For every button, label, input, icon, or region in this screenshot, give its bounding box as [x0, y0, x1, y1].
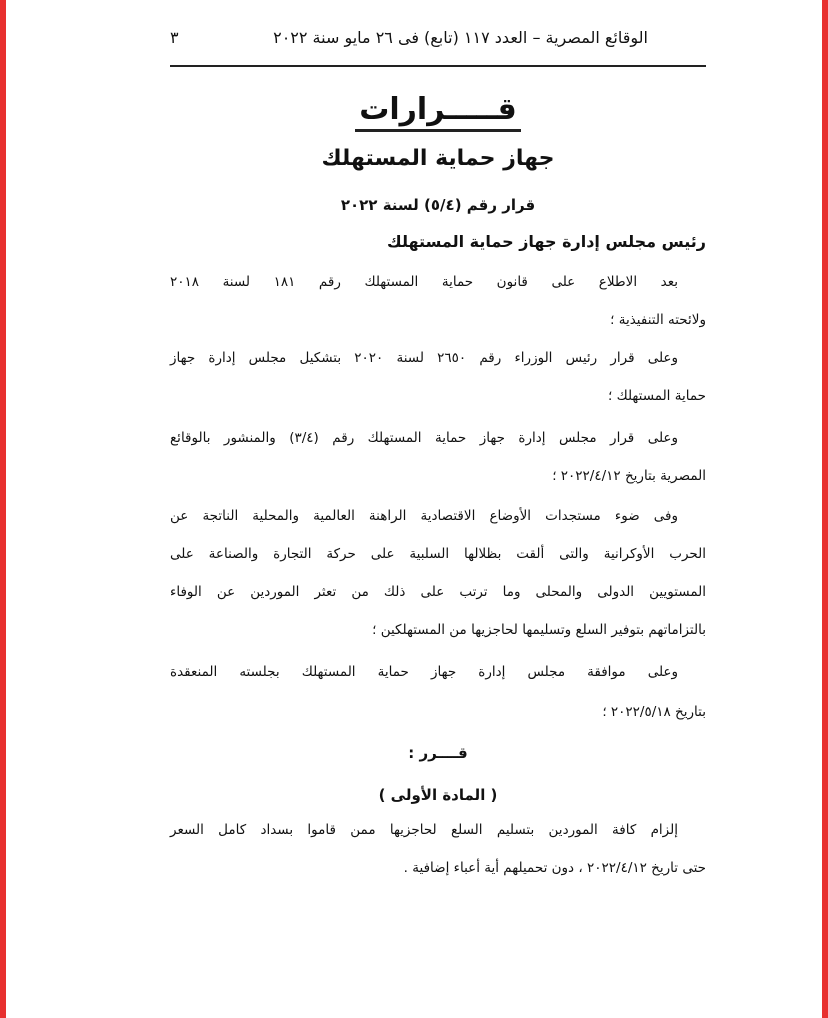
preamble-line: الحرب الأوكرانية والتى ألقت بظلالها السلبية على حركة التجارة والصناعة على	[170, 546, 706, 562]
preamble-line: المستويين الدولى والمحلى وما ترتب على ذلك من تعثر الموردين عن الوفاء	[170, 584, 706, 600]
preamble-line: وعلى قرار مجلس إدارة جهاز حماية المستهلك رقم (٣/٤) والمنشور بالوقائع	[170, 430, 678, 446]
preamble-line: حماية المستهلك ؛	[608, 388, 706, 404]
page-number: ٣	[170, 28, 179, 47]
issuer-heading: رئيس مجلس إدارة جهاز حماية المستهلك	[387, 232, 706, 251]
preamble-line: بتاريخ ٢٠٢٢/٥/١٨ ؛	[602, 704, 706, 720]
header-title: الوقائع المصرية – العدد ١١٧ (تابع) فى ٢٦ مايو سنة ٢٠٢٢	[273, 28, 648, 47]
preamble-line: بعد الاطلاع على قانون حماية المستهلك رقم ١٨١ لسنة ٢٠١٨	[170, 274, 678, 290]
preamble-line: بالتزاماتهم بتوفير السلع وتسليمها لحاجزيها من المستهلكين ؛	[372, 622, 706, 638]
article-line: إلزام كافة الموردين بتسليم السلع لحاجزيها ممن قاموا بسداد كامل السعر	[170, 822, 678, 838]
preamble-line: وعلى قرار رئيس الوزراء رقم ٢٦٥٠ لسنة ٢٠٢٠ بتشكيل مجلس إدارة جهاز	[170, 350, 678, 366]
preamble-line: ولائحته التنفيذية ؛	[610, 312, 706, 328]
decides-heading: قــــرر :	[408, 744, 468, 762]
authority-name: جهاز حماية المستهلك	[321, 146, 555, 171]
article-line: حتى تاريخ ٢٠٢٢/٤/١٢ ، دون تحميلهم أية أعباء إضافية .	[403, 860, 706, 876]
right-border	[822, 0, 828, 1018]
preamble-line: وفى ضوء مستجدات الأوضاع الاقتصادية الراهنة العالمية والمحلية الناتجة عن	[170, 508, 678, 524]
left-border	[0, 0, 6, 1018]
page-header	[170, 28, 706, 54]
section-title: قـــــرارات	[170, 92, 706, 127]
preamble-line: المصرية بتاريخ ٢٠٢٢/٤/١٢ ؛	[552, 468, 706, 484]
decision-number: قرار رقم (٥/٤) لسنة ٢٠٢٢	[340, 196, 536, 214]
header-rule	[170, 65, 706, 67]
article-title: ( المادة الأولى )	[378, 786, 498, 804]
preamble-line: وعلى موافقة مجلس إدارة جهاز حماية المستهلك بجلسته المنعقدة	[170, 664, 678, 680]
